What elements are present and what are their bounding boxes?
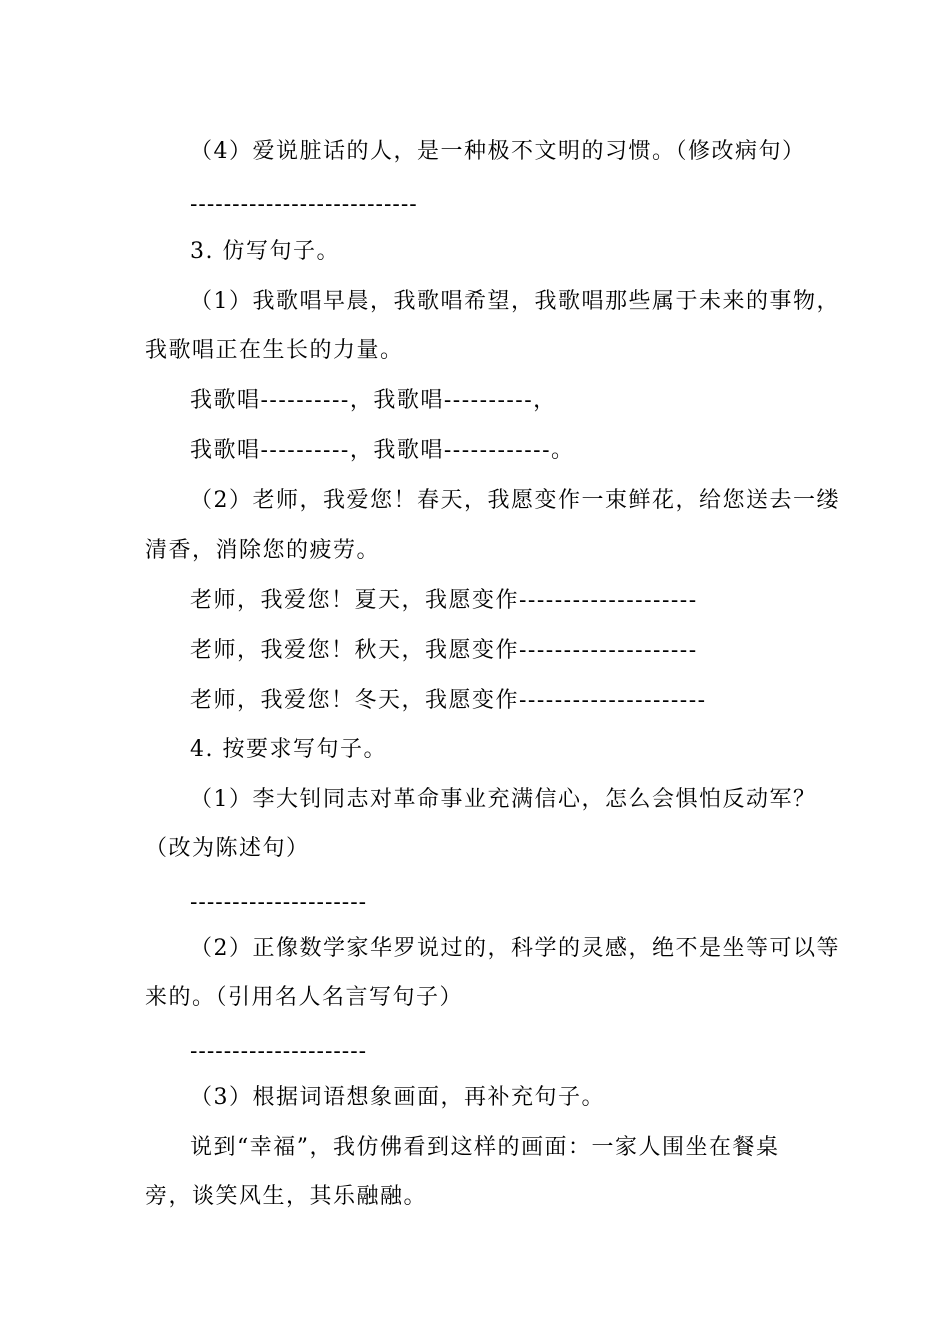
imitation-2-prompt-line2: 清香，消除您的疲劳。 <box>145 538 381 563</box>
question-4-2-line2: 来的。（引用名人名言写句子） <box>145 985 464 1010</box>
answer-blank: --------------------------- <box>190 192 418 217</box>
section-3-heading: 3. 仿写句子。 <box>190 239 340 264</box>
imitation-1-blank-line1: 我歌唱----------，我歌唱----------， <box>190 388 557 413</box>
imitation-2-summer: 老师，我爱您！夏天，我愿变作-------------------- <box>190 588 698 613</box>
question-4-1-line2: （改为陈述句） <box>145 836 310 861</box>
question-4-2-line1: （2）正像数学家华罗说过的，科学的灵感，绝不是坐等可以等 <box>190 936 840 961</box>
answer-blank: --------------------- <box>190 890 368 915</box>
question-4-3-line2: 说到“幸福”，我仿佛看到这样的画面：一家人围坐在餐桌 <box>190 1135 780 1160</box>
question-4-3-line1: （3）根据词语想象画面，再补充句子。 <box>190 1085 605 1110</box>
imitation-1-blank-line2: 我歌唱----------，我歌唱------------。 <box>190 438 575 463</box>
imitation-2-prompt-line1: （2）老师，我爱您！春天，我愿变作一束鲜花，给您送去一缕 <box>190 488 840 513</box>
imitation-2-winter: 老师，我爱您！冬天，我愿变作--------------------- <box>190 688 707 713</box>
answer-blank: --------------------- <box>190 1039 368 1064</box>
imitation-2-autumn: 老师，我爱您！秋天，我愿变作-------------------- <box>190 638 698 663</box>
imitation-1-prompt-line1: （1）我歌唱早晨，我歌唱希望，我歌唱那些属于未来的事物， <box>190 289 840 314</box>
question-4-3-line3: 旁，谈笑风生，其乐融融。 <box>145 1184 428 1209</box>
section-4-heading: 4. 按要求写句子。 <box>190 737 387 762</box>
imitation-1-prompt-line2: 我歌唱正在生长的力量。 <box>145 338 404 363</box>
question-4-sentence-correction: （4）爱说脏话的人，是一种极不文明的习惯。（修改病句） <box>190 139 806 164</box>
question-4-1-line1: （1）李大钊同志对革命事业充满信心，怎么会惧怕反动军？ <box>190 787 817 812</box>
